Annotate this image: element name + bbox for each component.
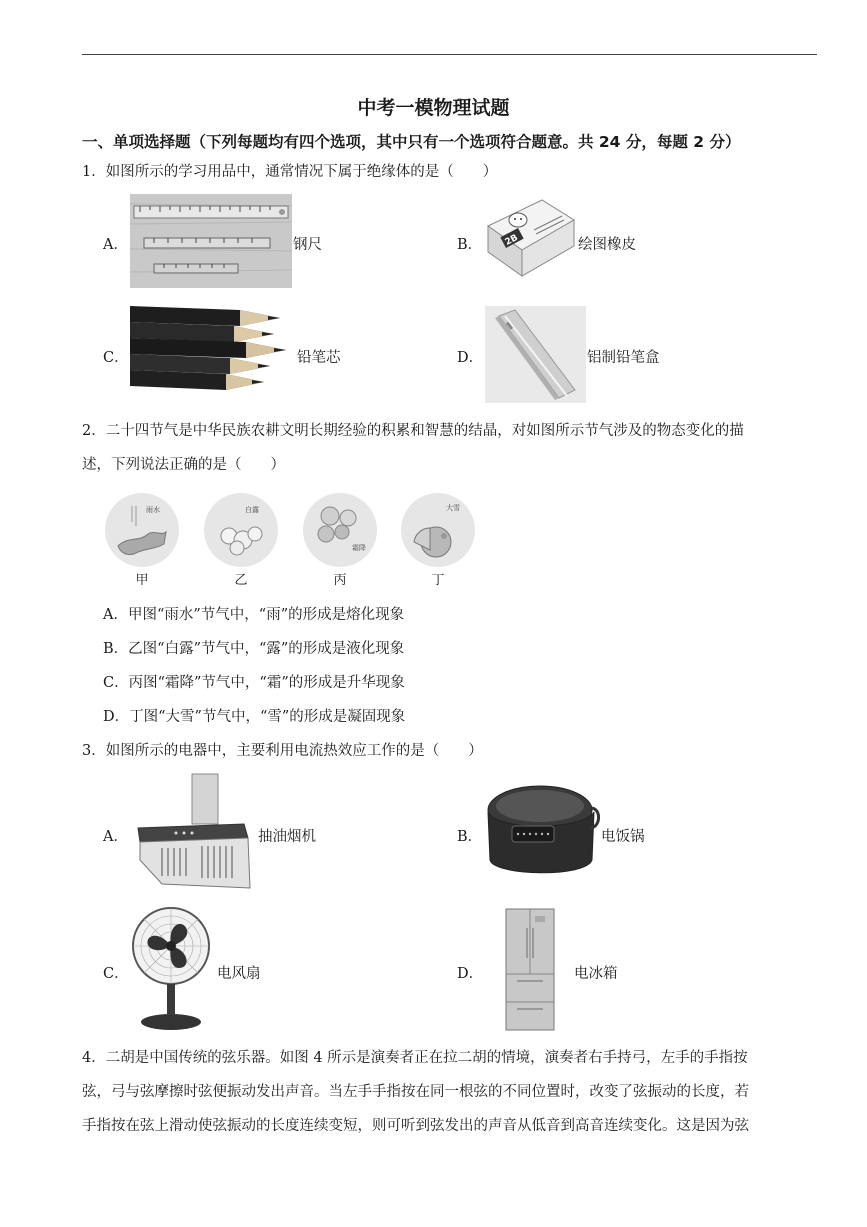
q1-option-b-letter[interactable]: B． [457,237,483,253]
electric-fan-icon [127,906,215,1032]
q2-option-c[interactable]: C．丙图“霜降”节气中，“霜”的形成是升华现象 [103,675,405,691]
eraser-brand: 2B [503,232,520,248]
q4-stem-line1: 4．二胡是中国传统的弦乐器。如图 4 所示是演奏者正在拉二胡的情境，演奏者右手持弓，左手的手指按 [82,1050,748,1066]
q2-option-a[interactable]: A．甲图“雨水”节气中，“雨”的形成是熔化现象 [103,607,405,623]
q2-option-b[interactable]: B．乙图“白露”节气中，“露”的形成是液化现象 [103,641,405,657]
q1-option-b-text: 绘图橡皮 [578,237,636,253]
heavy-snow-solar-term-icon [400,492,476,568]
q3-option-d-text: 电冰箱 [574,966,618,982]
frost-descent-solar-term-icon [302,492,378,568]
eraser-icon [482,196,578,282]
q2-stem-line1: 2．二十四节气是中华民族农耕文明长期经验的积累和智慧的结晶，对如图所示节气涉及的物态变化的描 [82,423,744,439]
q3-option-b-text: 电饭锅 [601,829,645,845]
seal-yushui: 雨水 [146,506,160,514]
q1-option-c-letter[interactable]: C． [103,350,129,366]
seal-daxue: 大雪 [446,504,460,512]
q1-option-a-text: 钢尺 [293,237,322,253]
pencils-icon [130,304,290,396]
q4-stem-line2: 弦，弓与弦摩擦时弦便振动发出声音。当左手手指按在同一根弦的不同位置时，改变了弦振动的长度，若 [82,1084,749,1100]
q2-stem-line2: 述，下列说法正确的是（ ） [82,457,285,473]
white-dew-solar-term-icon [203,492,279,568]
figure-caption-bing: 丙 [333,573,347,588]
q3-option-a-text: 抽油烟机 [258,829,316,845]
figure-caption-ding: 丁 [431,573,445,588]
rain-solar-term-icon [104,492,180,568]
aluminum-pencil-box-icon [485,306,586,403]
q4-stem-line3: 手指按在弦上滑动使弦振动的长度连续变短，则可听到弦发出的声音从低音到高音连续变化。这是因为弦 [82,1118,749,1134]
seal-shuangjiang: 霜降 [352,544,366,552]
section-heading: 一、单项选择题（下列每题均有四个选项，其中只有一个选项符合题意。共 24 分，每题 2 分） [82,133,741,151]
steel-ruler-icon [130,194,292,288]
q3-option-b-letter[interactable]: B． [457,829,483,845]
q3-option-c-letter[interactable]: C． [103,966,129,982]
refrigerator-icon [505,908,555,1031]
rice-cooker-icon [484,780,600,884]
q1-option-d-text: 铝制铅笔盒 [587,350,660,366]
range-hood-icon [132,772,252,892]
q3-stem: 3．如图所示的电器中，主要利用电流热效应工作的是（ ） [82,743,483,759]
q2-option-d[interactable]: D．丁图“大雪”节气中，“雪”的形成是凝固现象 [103,709,406,725]
q4-stem [82,1041,822,1143]
page-title: 中考一模物理试题 [357,97,510,119]
q3-option-d-letter[interactable]: D． [457,966,484,982]
q3-option-a-letter[interactable]: A． [103,829,128,845]
q2-stem [82,414,822,482]
header-rule [82,54,817,55]
seal-bailu: 白露 [245,506,259,514]
q1-option-c-text: 铅笔芯 [297,350,341,366]
figure-caption-yi: 乙 [234,573,248,588]
q1-option-a-letter[interactable]: A． [103,237,128,253]
q1-option-d-letter[interactable]: D． [457,350,484,366]
q3-option-c-text: 电风扇 [217,966,261,982]
q1-stem: 1．如图所示的学习用品中，通常情况下属于绝缘体的是（ ） [82,164,498,180]
figure-caption-jia: 甲 [135,573,149,588]
